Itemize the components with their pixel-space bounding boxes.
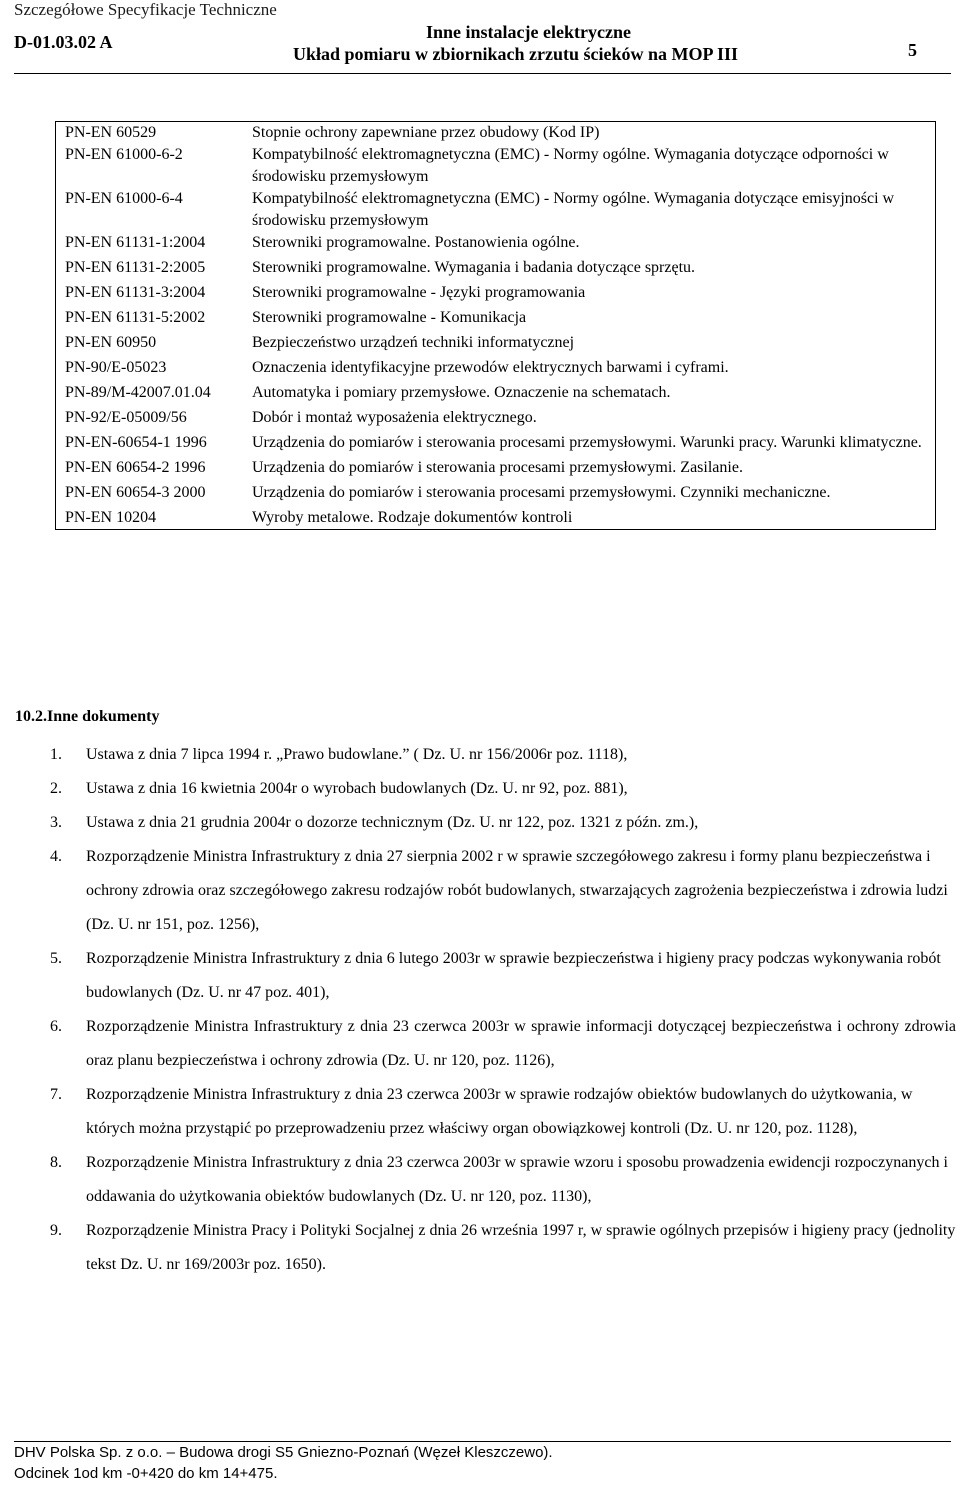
standard-code: PN-EN 61000-6-4 — [65, 190, 183, 207]
table-row — [56, 144, 936, 188]
list-item-text: Ustawa z dnia 16 kwietnia 2004r o wyrobach budowlanych (Dz. U. nr 92, poz. 881), — [86, 780, 628, 797]
list-item — [40, 1010, 956, 1078]
list-item-text: Rozporządzenie Ministra Infrastruktury z dnia 23 czerwca 2003r w sprawie wzoru i sposobu prowadzenia ewidencji rozpoczynanych i oddawania do użytkowania obiektów budowlanych (Dz. U. nr 120, poz. 1130), — [86, 1154, 948, 1205]
table-row — [56, 429, 936, 454]
table-row — [56, 354, 936, 379]
standard-code: PN-EN 60529 — [65, 124, 157, 141]
standard-description: Bezpieczeństwo urządzeń techniki informatycznej — [252, 334, 575, 351]
table-row — [56, 122, 936, 145]
section-title: 10.2.Inne dokumenty — [15, 708, 160, 725]
standard-code: PN-92/E-05009/56 — [65, 409, 187, 426]
table-row — [56, 304, 936, 329]
list-item — [40, 1214, 956, 1282]
list-item-text: Ustawa z dnia 7 lipca 1994 r. „Prawo budowlane.” ( Dz. U. nr 156/2006r poz. 1118), — [86, 746, 628, 763]
table-row — [56, 254, 936, 279]
list-item-text: Rozporządzenie Ministra Infrastruktury z dnia 23 czerwca 2003r w sprawie rodzajów obiektów budowlanych do użytkowania, w których można przystąpić po przeprowadzeniu przez właściwy organ obowiązkowej kontroli (Dz. U. nr 120, poz. 1128), — [86, 1086, 913, 1137]
standard-code: PN-EN 61131-3:2004 — [65, 284, 206, 301]
standard-description: Sterowniki programowalne. Postanowienia ogólne. — [252, 234, 580, 251]
list-item-text: Rozporządzenie Ministra Pracy i Polityki Socjalnej z dnia 26 września 1997 r, w sprawie ogólnych przepisów i higieny pracy (jednolity tekst Dz. U. nr 169/2003r poz. 1650). — [86, 1222, 956, 1273]
list-item-number: 6. — [50, 1018, 62, 1035]
standard-description: Urządzenia do pomiarów i sterowania procesami przemysłowymi. Warunki pracy. Warunki klimatyczne. — [252, 434, 922, 451]
standards-table — [55, 121, 936, 530]
standard-description: Kompatybilność elektromagnetyczna (EMC) - Normy ogólne. Wymagania dotyczące odporności w środowisku przemysłowym — [252, 146, 889, 185]
standard-code: PN-89/M-42007.01.04 — [65, 384, 211, 401]
list-item — [40, 1146, 956, 1214]
standard-description: Sterowniki programowalne - Komunikacja — [252, 309, 527, 326]
page-number: 5 — [908, 40, 917, 60]
standard-code: PN-EN-60654-1 1996 — [65, 434, 207, 451]
standard-description: Dobór i montaż wyposażenia elektrycznego. — [252, 409, 537, 426]
standard-description: Automatyka i pomiary przemysłowe. Oznaczenie na schematach. — [252, 384, 671, 401]
header-title-line2: Układ pomiaru w zbiornikach zrzutu ścieków na MOP III — [293, 44, 739, 64]
table-row — [56, 454, 936, 479]
standard-description: Kompatybilność elektromagnetyczna (EMC) - Normy ogólne. Wymagania dotyczące emisyjności w środowisku przemysłowym — [252, 190, 895, 229]
standard-code: PN-EN 60950 — [65, 334, 157, 351]
list-item-number: 1. — [50, 746, 62, 763]
list-item — [40, 806, 956, 840]
standard-code: PN-EN 61000-6-2 — [65, 146, 183, 163]
list-item-number: 9. — [50, 1222, 62, 1239]
standard-description: Stopnie ochrony zapewniane przez obudowy (Kod IP) — [252, 124, 600, 141]
list-item-number: 2. — [50, 780, 62, 797]
standard-description: Wyroby metalowe. Rodzaje dokumentów kontroli — [252, 509, 573, 526]
header-title-line1: Inne instalacje elektryczne — [426, 22, 631, 42]
spec-title: Szczegółowe Specyfikacje Techniczne — [14, 0, 277, 19]
list-item — [40, 942, 956, 1010]
table-row — [56, 232, 936, 254]
page-footer — [14, 1441, 951, 1484]
footer-line1: DHV Polska Sp. z o.o. – Budowa drogi S5 Gniezno-Poznań (Węzeł Kleszczewo). — [14, 1444, 553, 1461]
header-divider — [14, 73, 951, 74]
table-row — [56, 329, 936, 354]
standard-description: Sterowniki programowalne. Wymagania i badania dotyczące sprzętu. — [252, 259, 696, 276]
table-row — [56, 379, 936, 404]
standard-description: Oznaczenia identyfikacyjne przewodów elektrycznych barwami i cyframi. — [252, 359, 729, 376]
list-item — [40, 1078, 956, 1146]
standard-code: PN-EN 60654-2 1996 — [65, 459, 206, 476]
standard-code: PN-EN 10204 — [65, 509, 157, 526]
document-code: D-01.03.02 A — [14, 32, 113, 52]
standard-code: PN-EN 61131-5:2002 — [65, 309, 206, 326]
list-item-number: 7. — [50, 1086, 62, 1103]
list-item-text: Ustawa z dnia 21 grudnia 2004r o dozorze technicznym (Dz. U. nr 122, poz. 1321 z późn. zm.), — [86, 814, 699, 831]
list-item-number: 8. — [50, 1154, 62, 1171]
list-item-text: Rozporządzenie Ministra Infrastruktury z dnia 27 sierpnia 2002 r w sprawie szczegółowego zakresu i formy planu bezpieczeństwa i ochrony zdrowia oraz szczegółowego zakresu rodzajów robót budowlanych, stwarzających zagrożenia bezpieczeństwa i zdrowia ludzi (Dz. U. nr 151, poz. 1256), — [86, 848, 948, 933]
standard-description: Sterowniki programowalne - Języki programowania — [252, 284, 586, 301]
list-item-number: 4. — [50, 848, 62, 865]
table-row — [56, 479, 936, 504]
list-item — [40, 840, 956, 942]
standard-code: PN-EN 61131-2:2005 — [65, 259, 206, 276]
standard-code: PN-90/E-05023 — [65, 359, 167, 376]
list-item — [40, 772, 956, 806]
page-header — [0, 0, 960, 80]
standard-code: PN-EN 60654-3 2000 — [65, 484, 206, 501]
table-row — [56, 404, 936, 429]
documents-list — [40, 738, 956, 1282]
list-item — [40, 738, 956, 772]
list-item-text: Rozporządzenie Ministra Infrastruktury z dnia 23 czerwca 2003r w sprawie informacji dotyczącej bezpieczeństwa i ochrony zdrowia oraz planu bezpieczeństwa i ochrony zdrowia (Dz. U. nr 120, poz. 1126), — [86, 1018, 956, 1069]
standard-description: Urządzenia do pomiarów i sterowania procesami przemysłowymi. Czynniki mechaniczne. — [252, 484, 831, 501]
footer-line2: Odcinek 1od km -0+420 do km 14+475. — [14, 1465, 278, 1482]
table-row — [56, 504, 936, 530]
list-item-number: 3. — [50, 814, 62, 831]
standard-code: PN-EN 61131-1:2004 — [65, 234, 206, 251]
standard-description: Urządzenia do pomiarów i sterowania procesami przemysłowymi. Zasilanie. — [252, 459, 743, 476]
list-item-number: 5. — [50, 950, 62, 967]
table-row — [56, 188, 936, 232]
list-item-text: Rozporządzenie Ministra Infrastruktury z dnia 6 lutego 2003r w sprawie bezpieczeństwa i higieny pracy podczas wykonywania robót budowlanych (Dz. U. nr 47 poz. 401), — [86, 950, 941, 1001]
table-row — [56, 279, 936, 304]
